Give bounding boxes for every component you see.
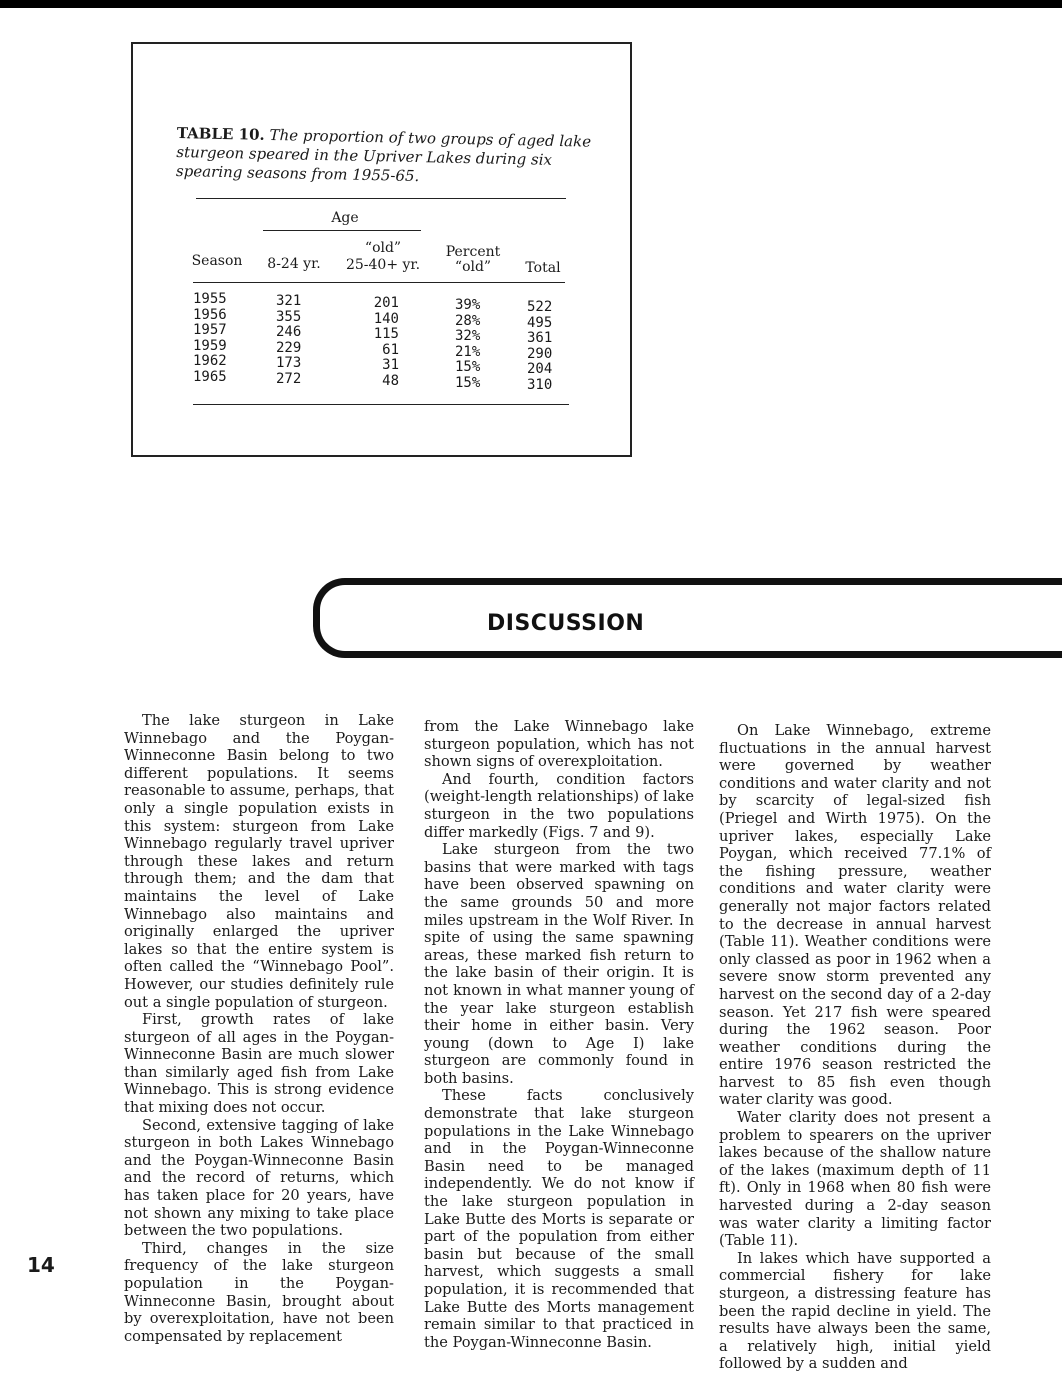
cell-young: 321 [276, 293, 302, 309]
paragraph: First, growth rates of lake sturgeon of all ages in the Poygan-Winneconne Basin are much slower than similarly aged fish from Lake Winnebago. This is strong evidence that mixing does not occur. [124, 1011, 394, 1117]
cell-old: 48 [382, 373, 399, 389]
cell-old: 31 [382, 357, 399, 373]
page-top-edge [0, 0, 1062, 8]
paragraph: And fourth, condition factors (weight-length relationships) of lake sturgeon in the two populations differ markedly (Figs. 7 and 9). [424, 770, 694, 841]
cell-pct: 21% [455, 344, 481, 360]
cell-pct: 15% [455, 375, 481, 391]
table-caption-text: The proportion of two groups of aged lake sturgeon speared in the Upriver Lakes during six spearing seasons from 1955-65. [175, 125, 592, 186]
age-rule [263, 230, 421, 231]
cell-young: 173 [276, 355, 302, 371]
header-rule [193, 282, 565, 283]
cell-season: 1965 [193, 369, 227, 385]
header-young: 8-24 yr. [267, 256, 321, 272]
col-group-age: Age [331, 210, 359, 226]
cell-old: 61 [382, 342, 399, 358]
cell-pct: 32% [455, 328, 481, 344]
page-number: 14 [27, 1253, 55, 1277]
paragraph: These facts conclusively demonstrate that lake sturgeon populations in the Lake Winnebago and in the Poygan-Winneconne Basin need to be managed independently. We do not know if the lake sturgeon population in Lake Butte des Morts is separate or part of the population from either basin but because of the small harvest, which suggests a small population, it is recommended that Lake Butte des Morts management remain similar to that practiced in the Poygan-Winneconne Basin. [424, 1087, 694, 1351]
header-old-1: “old” [364, 240, 402, 256]
table-caption [176, 124, 597, 190]
header-total: Total [525, 260, 561, 276]
cell-total: 361 [527, 330, 553, 346]
section-title: DISCUSSION [487, 611, 645, 636]
cell-total: 290 [527, 346, 553, 362]
cell-total: 204 [527, 361, 553, 377]
cell-season: 1955 [193, 291, 227, 307]
header-old-2: 25-40+ yr. [345, 257, 421, 273]
table-top-rule [196, 198, 566, 199]
cell-old: 115 [373, 326, 399, 342]
cell-season: 1959 [193, 338, 227, 354]
cell-season: 1957 [193, 322, 227, 338]
header-pct-2: “old” [454, 259, 492, 275]
text-column-2 [424, 718, 694, 1351]
text-column-1 [124, 712, 394, 1345]
cell-pct: 28% [455, 313, 481, 329]
text-column-3 [719, 722, 991, 1373]
table-bottom-rule [193, 404, 569, 405]
header-season: Season [191, 253, 243, 269]
cell-old: 140 [373, 311, 399, 327]
cell-young: 355 [276, 309, 302, 325]
cell-total: 310 [527, 377, 553, 393]
paragraph: Water clarity does not present a problem to spearers on the upriver lakes because of the shallow nature of the lakes (maximum depth of 11 ft). Only in 1968 when 80 fish were harvested during a 2-day season was water clarity a limiting factor (Table 11). [719, 1109, 991, 1250]
paragraph: On Lake Winnebago, extreme fluctuations in the annual harvest were governed by weather conditions and water clarity and not by scarcity of legal-sized fish (Priegel and Wirth 1975). On the upriver lakes, especially Lake Poygan, which received 77.1% of the fishing pressure, weather conditions and water clarity were generally not major factors related to the decrease in annual harvest (Table 11). Weather conditions were only classed as poor in 1962 when a severe snow storm prevented any harvest on the second day of a 2-day season. Yet 217 fish were speared during the 1962 season. Poor weather conditions during the entire 1976 season restricted the harvest to 85 fish even though water clarity was good. [719, 722, 991, 1109]
paragraph: Third, changes in the size frequency of the lake sturgeon population in the Poygan-Winneconne Basin, brought about by overexploitation, have not been compensated by replacement [124, 1239, 394, 1345]
discussion-banner [313, 578, 1062, 658]
paragraph: In lakes which have supported a commercial fishery for lake sturgeon, a distressing feature has been the rapid decline in yield. The results have always been the same, a relatively high, initial yield followed by a sudden and [719, 1249, 991, 1373]
cell-young: 246 [276, 324, 302, 340]
cell-total: 522 [527, 299, 553, 315]
table-label: TABLE 10. [176, 124, 265, 144]
header-pct-1: Percent [445, 244, 501, 260]
paragraph: Lake sturgeon from the two basins that were marked with tags have been observed spawning on the same grounds 50 and more miles upstream in the Wolf River. In spite of using the same spawning areas, these marked fish return to the lake basin of their origin. It is not known in what manner young of the year lake sturgeon establish their home in either basin. Very young (down to Age I) lake sturgeon are commonly found in both basins. [424, 841, 694, 1087]
cell-young: 229 [276, 340, 302, 356]
cell-young: 272 [276, 371, 302, 387]
cell-season: 1962 [193, 353, 227, 369]
cell-total: 495 [527, 315, 553, 331]
paragraph: from the Lake Winnebago lake sturgeon population, which has not shown signs of overexploitation. [424, 718, 694, 771]
cell-season: 1956 [193, 307, 227, 323]
paragraph: The lake sturgeon in Lake Winnebago and the Poygan-Winneconne Basin belong to two different populations. It seems reasonable to assume, perhaps, that only a single population exists in this system: sturgeon from Lake Winnebago regularly travel upriver through these lakes and return through them; and the dam that maintains the level of Lake Winnebago also maintains and originally enlarged the upriver lakes so that the entire system is often called the “Winnebago Pool”. However, our studies definitely rule out a single population of sturgeon. [124, 712, 394, 1011]
cell-pct: 39% [455, 297, 481, 313]
cell-pct: 15% [455, 359, 481, 375]
cell-old: 201 [373, 295, 399, 311]
paragraph: Second, extensive tagging of lake sturgeon in both Lakes Winnebago and the Poygan-Winneconne Basin and the record of returns, which has taken place for 20 years, have not shown any mixing to take place between the two populations. [124, 1116, 394, 1240]
